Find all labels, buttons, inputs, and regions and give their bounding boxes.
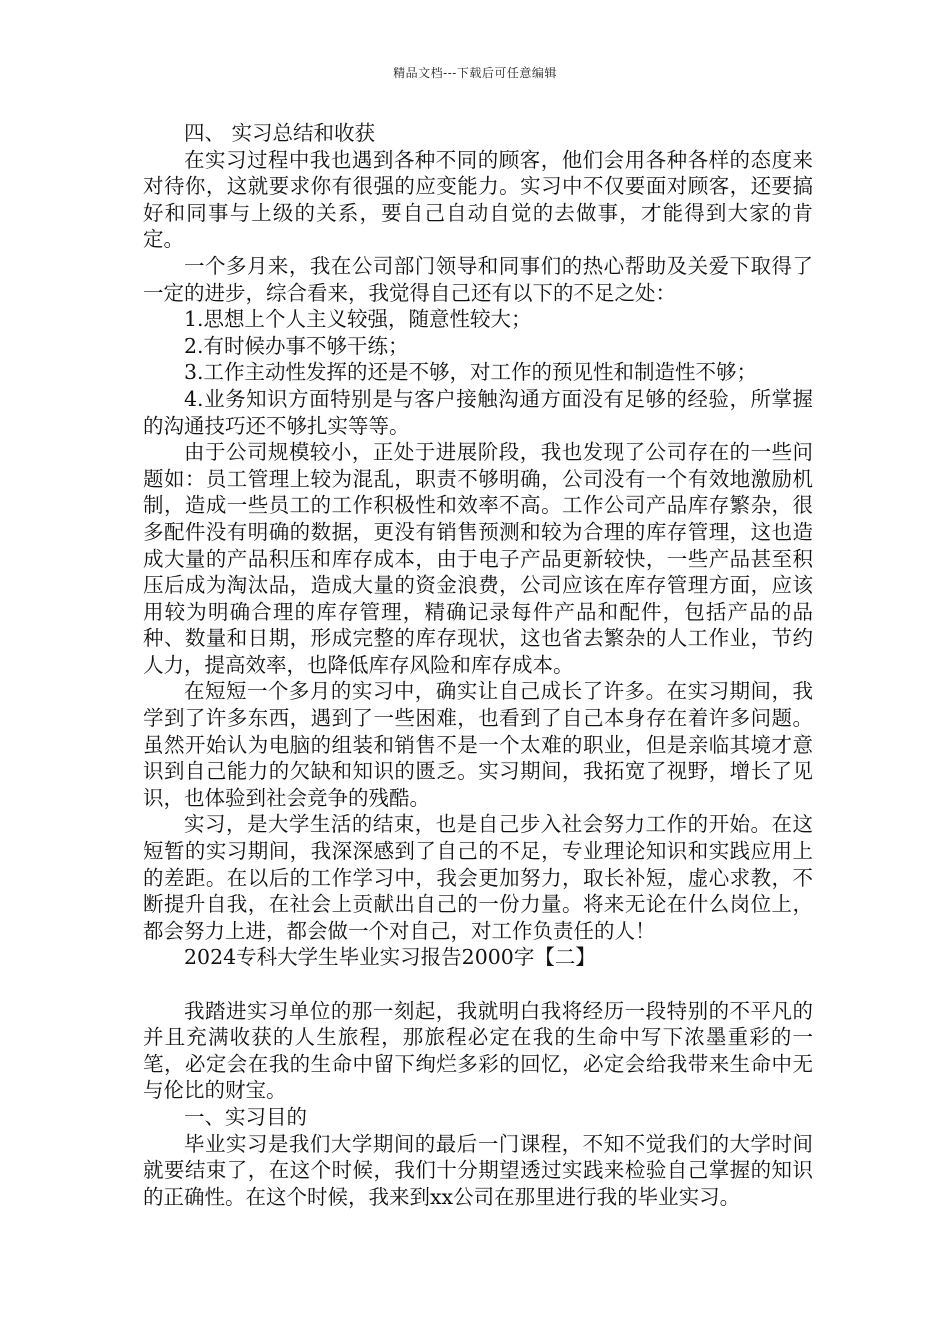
section-heading-purpose: 一、实习目的 (184, 1104, 307, 1129)
list-item: 3.工作主动性发挥的还是不够，对工作的预见性和制造性不够； (184, 360, 758, 385)
paragraph: 在实习过程中我也遇到各种不同的顾客，他们会用各种各样的态度来对待你，这就要求你有很强的应变能力。实习中不仅要面对顾客，还要搞好和同事与上级的关系，要自己自动自觉的去做事，才能得到大家的肯定。 (143, 147, 813, 252)
list-item: 1.思想上个人主义较强，随意性较大； (184, 307, 532, 332)
paragraph: 我踏进实习单位的那一刻起，我就明白我将经历一段特别的不平凡的并且充满收获的人生旅程，那旅程必定在我的生命中写下浓墨重彩的一笔，必定会在我的生命中留下绚烂多彩的回忆，必定会给我带来生命中无与伦比的财宝。 (143, 998, 813, 1103)
list-item: 2.有时候办事不够干练； (184, 333, 409, 358)
paragraph: 实习，是大学生活的结束，也是自己步入社会努力工作的开始。在这短暂的实习期间，我深深感到了自己的不足，专业理论知识和实践应用上的差距。在以后的工作学习中，我会更加努力，取长补短，虚心求教，不断提升自我，在社会上贡献出自己的一份力量。将来无论在什么岗位上，都会努力上进，都会做一个对自己，对工作负责任的人！ (143, 812, 813, 943)
section-heading-summary: 四、 实习总结和收获 (184, 121, 376, 145)
paragraph: 由于公司规模较小，正处于进展阶段，我也发现了公司存在的一些问题如：员工管理上较为混乱，职责不够明确，公司没有一个有效地激励机制，造成一些员工的工作积极性和效率不高。工作公司产品库存繁杂，很多配件没有明确的数据，更没有销售预测和较为合理的库存管理，这也造成大量的产品积压和库存成本，由于电子产品更新较快，一些产品甚至积压后成为淘汰品，造成大量的资金浪费，公司应该在库存管理方面，应该用较为明确合理的库存管理，精确记录每件产品和配件，包括产品的品种、数量和日期，形成完整的库存现状，这也省去繁杂的人工作业，节约人力，提高效率，也降低库存风险和库存成本。 (143, 440, 813, 677)
page-header: 精品文档---下载后可任意编辑 (393, 66, 557, 80)
list-item: 4.业务知识方面特别是与客户接触沟通方面没有足够的经验，所掌握的沟通技巧还不够扎实等等。 (143, 386, 813, 438)
document-body (143, 120, 813, 1210)
report-title: 2024专科大学生毕业实习报告2000字【二】 (184, 945, 596, 970)
blank-line (143, 971, 813, 998)
paragraph: 一个多月来，我在公司部门领导和同事们的热心帮助及关爱下取得了一定的进步，综合看来，我觉得自己还有以下的不足之处： (143, 253, 813, 305)
paragraph: 在短短一个多月的实习中，确实让自己成长了许多。在实习期间，我学到了许多东西，遇到了一些困难，也看到了自己本身存在着许多问题。虽然开始认为电脑的组装和销售不是一个太难的职业，但是亲临其境才意识到自己能力的欠缺和知识的匮乏。实习期间，我拓宽了视野，增长了见识，也体验到社会竞争的残酷。 (143, 679, 813, 810)
paragraph: 毕业实习是我们大学期间的最后一门课程，不知不觉我们的大学时间就要结束了，在这个时候，我们十分期望透过实践来检验自己掌握的知识的正确性。在这个时候，我来到xx公司在那里进行我的毕业实习。 (143, 1131, 813, 1209)
